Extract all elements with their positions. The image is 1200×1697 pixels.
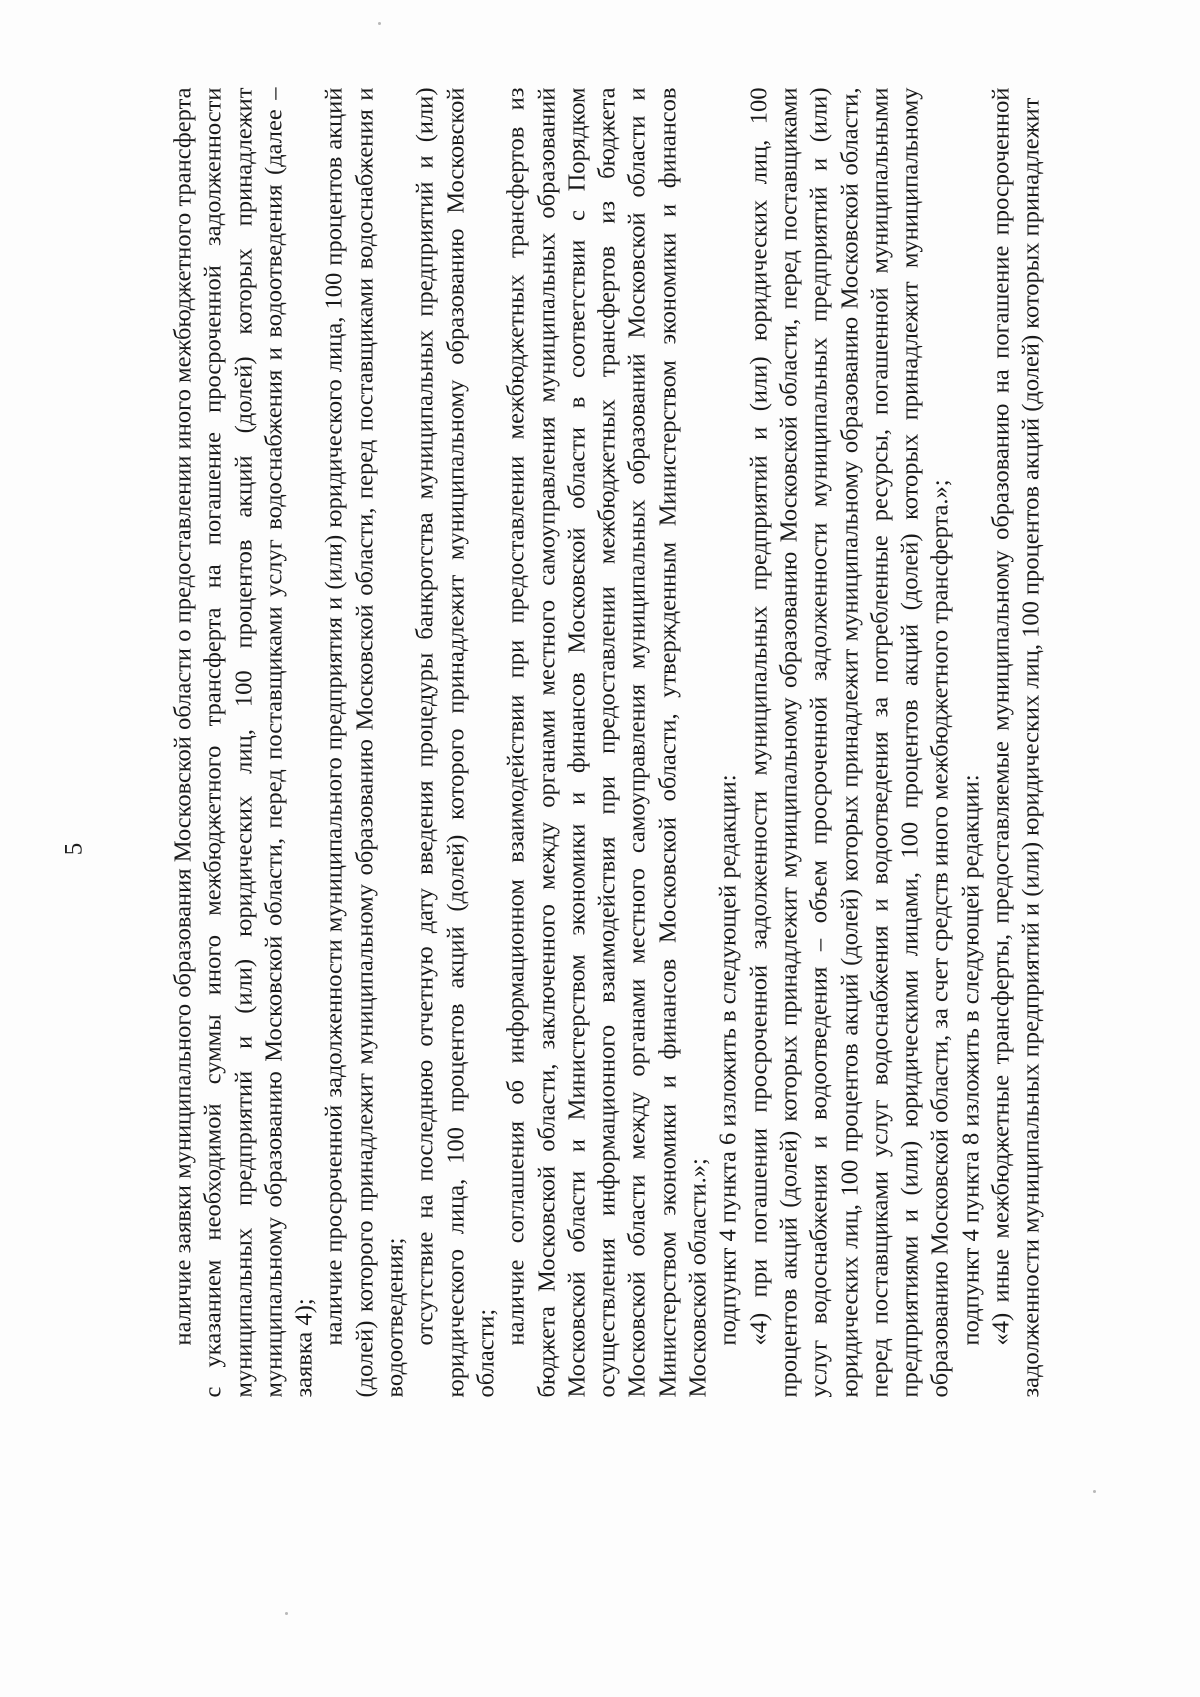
document-body bbox=[168, 87, 1047, 1397]
paragraph-subpoint-8-text: «4) иные межбюджетные трансферты, предоставляемые муниципальному образованию на погашение просроченной задолженности муниципальных предприятий и (или) юридических лиц, 100 процентов акций (долей) которых принадлежит bbox=[987, 87, 1045, 1397]
page-number: 5 bbox=[60, 842, 87, 855]
paragraph-application-4: наличие заявки муниципального образования Московской области о предоставлении иного межбюджетного трансферта с указанием необходимой суммы иного межбюджетного трансферта на погашение просроченной задолженности муниципальных предприятий и (или) юридических лиц, 100 процентов акций (долей) которых принадлежит муниципальному образованию Московской области, перед поставщиками услуг водоснабжения и водоотведения (далее – заявка 4); bbox=[169, 87, 318, 1397]
scan-speck bbox=[378, 22, 381, 25]
paragraph-subpoint-6-text: «4) при погашении просроченной задолженности муниципальных предприятий и (или) юридических лиц, 100 процентов акций (долей) которых принадлежит муниципальному образованию Московской области, перед поставщиками услуг водоснабжения и водоотведения – объем просроченной задолженности муниципальных предприятий и (или) юридических лиц, 100 процентов акций (долей) которых принадлежит муниципальному образованию Московской области, перед поставщиками услуг водоснабжения и водоотведения за потребленные ресурсы, погашенной муниципальными предприятиями и (или) юридическими лицами, 100 процентов акций (долей) которых принадлежит муниципальному образованию Московской области, за счет средств иного межбюджетного трансферта.»; bbox=[744, 87, 954, 1397]
scan-speck bbox=[1093, 1490, 1096, 1493]
paragraph-no-bankruptcy: отсутствие на последнюю отчетную дату введения процедуры банкротства муниципальных предприятий и (или) юридического лица, 100 процентов акций (долей) которого принадлежит муниципальному образованию Московской области; bbox=[411, 87, 499, 1397]
paragraph-subpoint-6-intro: подпункт 4 пункта 6 изложить в следующей редакции: bbox=[714, 773, 742, 1345]
paragraph-agreement: наличие соглашения об информационном взаимодействии при предоставлении межбюджетных трансфертов из бюджета Московской области, заключенного между органами местного самоуправления муниципальных образований Московской области и Министерством экономики и финансов Московской области в соответствии с Порядком осуществления информационного взаимодействия при предоставлении межбюджетных трансфертов из бюджета Московской области между органами местного самоуправления муниципальных образований Московской области и Министерством экономики и финансов Московской области, утвержденным Министерством экономики и финансов Московской области.»; bbox=[502, 87, 712, 1397]
paragraph-subpoint-8-intro: подпункт 4 пункта 8 изложить в следующей редакции: bbox=[956, 773, 984, 1345]
paragraph-overdue-debt: наличие просроченной задолженности муниципального предприятия и (или) юридического лица, 100 процентов акций (долей) которого принадлежит муниципальному образованию Московской области, перед поставщиками водоснабжения и водоотведения; bbox=[320, 87, 409, 1397]
scan-speck bbox=[285, 1612, 288, 1615]
